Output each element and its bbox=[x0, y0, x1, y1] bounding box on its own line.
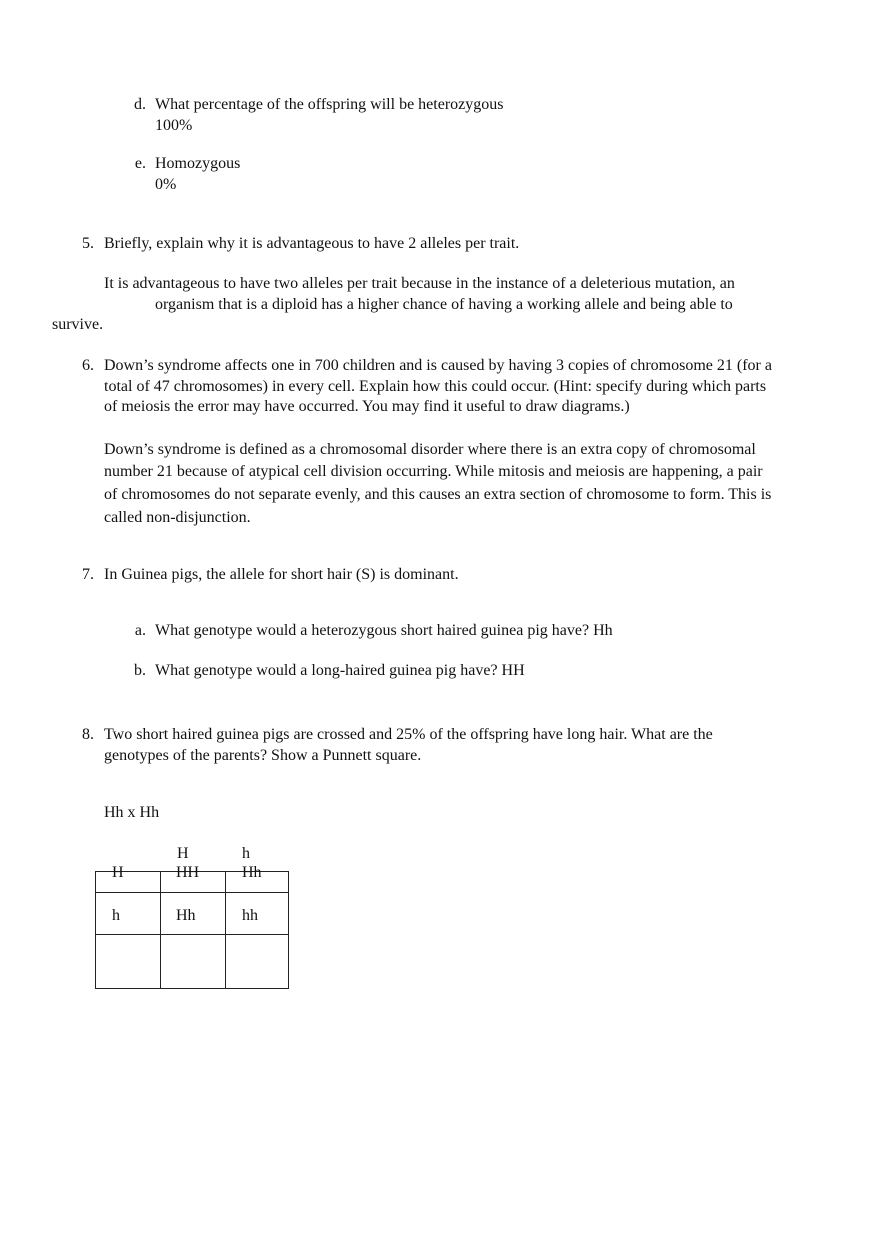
q6-question-line-2: total of 47 chromosomes) in every cell. Explain how this could occur. (Hint: specify during which parts bbox=[104, 378, 767, 395]
q6-answer-line-3: of chromosomes do not separate evenly, and this causes an extra section of chromosome to form. This is bbox=[104, 486, 772, 503]
q4-d-marker: d. bbox=[134, 96, 146, 113]
q6-question-line-1: Down’s syndrome affects one in 700 children and is caused by having 3 copies of chromosome 21 (for a bbox=[104, 357, 772, 374]
q4-d-question: What percentage of the offspring will be heterozygous bbox=[155, 96, 504, 113]
punnett-square bbox=[95, 871, 289, 989]
q7-number: 7. bbox=[82, 566, 94, 583]
punnett-row1-cell1: HH bbox=[176, 864, 200, 881]
q4-e-question: Homozygous bbox=[155, 155, 241, 172]
q7-a-marker: a. bbox=[134, 622, 146, 639]
q6-answer-line-2: number 21 because of atypical cell division occurring. While mitosis and meiosis are happening, a pair bbox=[104, 463, 763, 480]
q5-question: Briefly, explain why it is advantageous to have 2 alleles per trait. bbox=[104, 235, 520, 252]
q4-e-marker: e. bbox=[134, 155, 146, 172]
q8-question-line-1: Two short haired guinea pigs are crossed and 25% of the offspring have long hair. What are the bbox=[104, 726, 713, 743]
punnett-row2-cell1: Hh bbox=[176, 907, 196, 924]
q5-number: 5. bbox=[82, 235, 94, 252]
punnett-row-divider-1 bbox=[96, 892, 288, 893]
q8-cross: Hh x Hh bbox=[104, 804, 160, 821]
q5-answer-line-3: survive. bbox=[52, 316, 104, 333]
q6-question-line-3: of meiosis the error may have occurred. You may find it useful to draw diagrams.) bbox=[104, 398, 630, 415]
punnett-row1-cell2: Hh bbox=[242, 864, 262, 881]
q7-b-marker: b. bbox=[134, 662, 146, 679]
q8-question-line-2: genotypes of the parents? Show a Punnett square. bbox=[104, 747, 422, 764]
q6-number: 6. bbox=[82, 357, 94, 374]
punnett-row2-cell2: hh bbox=[242, 907, 258, 924]
q7-a-text: What genotype would a heterozygous short haired guinea pig have? Hh bbox=[155, 622, 613, 639]
punnett-col-divider-1 bbox=[160, 872, 161, 988]
q5-answer-line-1: It is advantageous to have two alleles per trait because in the instance of a deleterious mutation, an bbox=[104, 275, 735, 292]
punnett-col1-header: H bbox=[177, 845, 189, 862]
q8-number: 8. bbox=[82, 726, 94, 743]
punnett-row1-header: H bbox=[112, 864, 124, 881]
q4-e-answer: 0% bbox=[155, 176, 177, 193]
q4-d-answer: 100% bbox=[155, 117, 193, 134]
punnett-col-divider-2 bbox=[225, 872, 226, 988]
punnett-row-divider-2 bbox=[96, 934, 288, 935]
q7-b-text: What genotype would a long-haired guinea pig have? HH bbox=[155, 662, 525, 679]
q7-question: In Guinea pigs, the allele for short hair (S) is dominant. bbox=[104, 566, 459, 583]
punnett-col2-header: h bbox=[242, 845, 250, 862]
punnett-row2-header: h bbox=[112, 907, 120, 924]
q6-answer-line-4: called non-disjunction. bbox=[104, 509, 251, 526]
q5-answer-line-2: organism that is a diploid has a higher chance of having a working allele and being able to bbox=[155, 296, 733, 313]
q6-answer-line-1: Down’s syndrome is defined as a chromosomal disorder where there is an extra copy of chromosomal bbox=[104, 441, 756, 458]
